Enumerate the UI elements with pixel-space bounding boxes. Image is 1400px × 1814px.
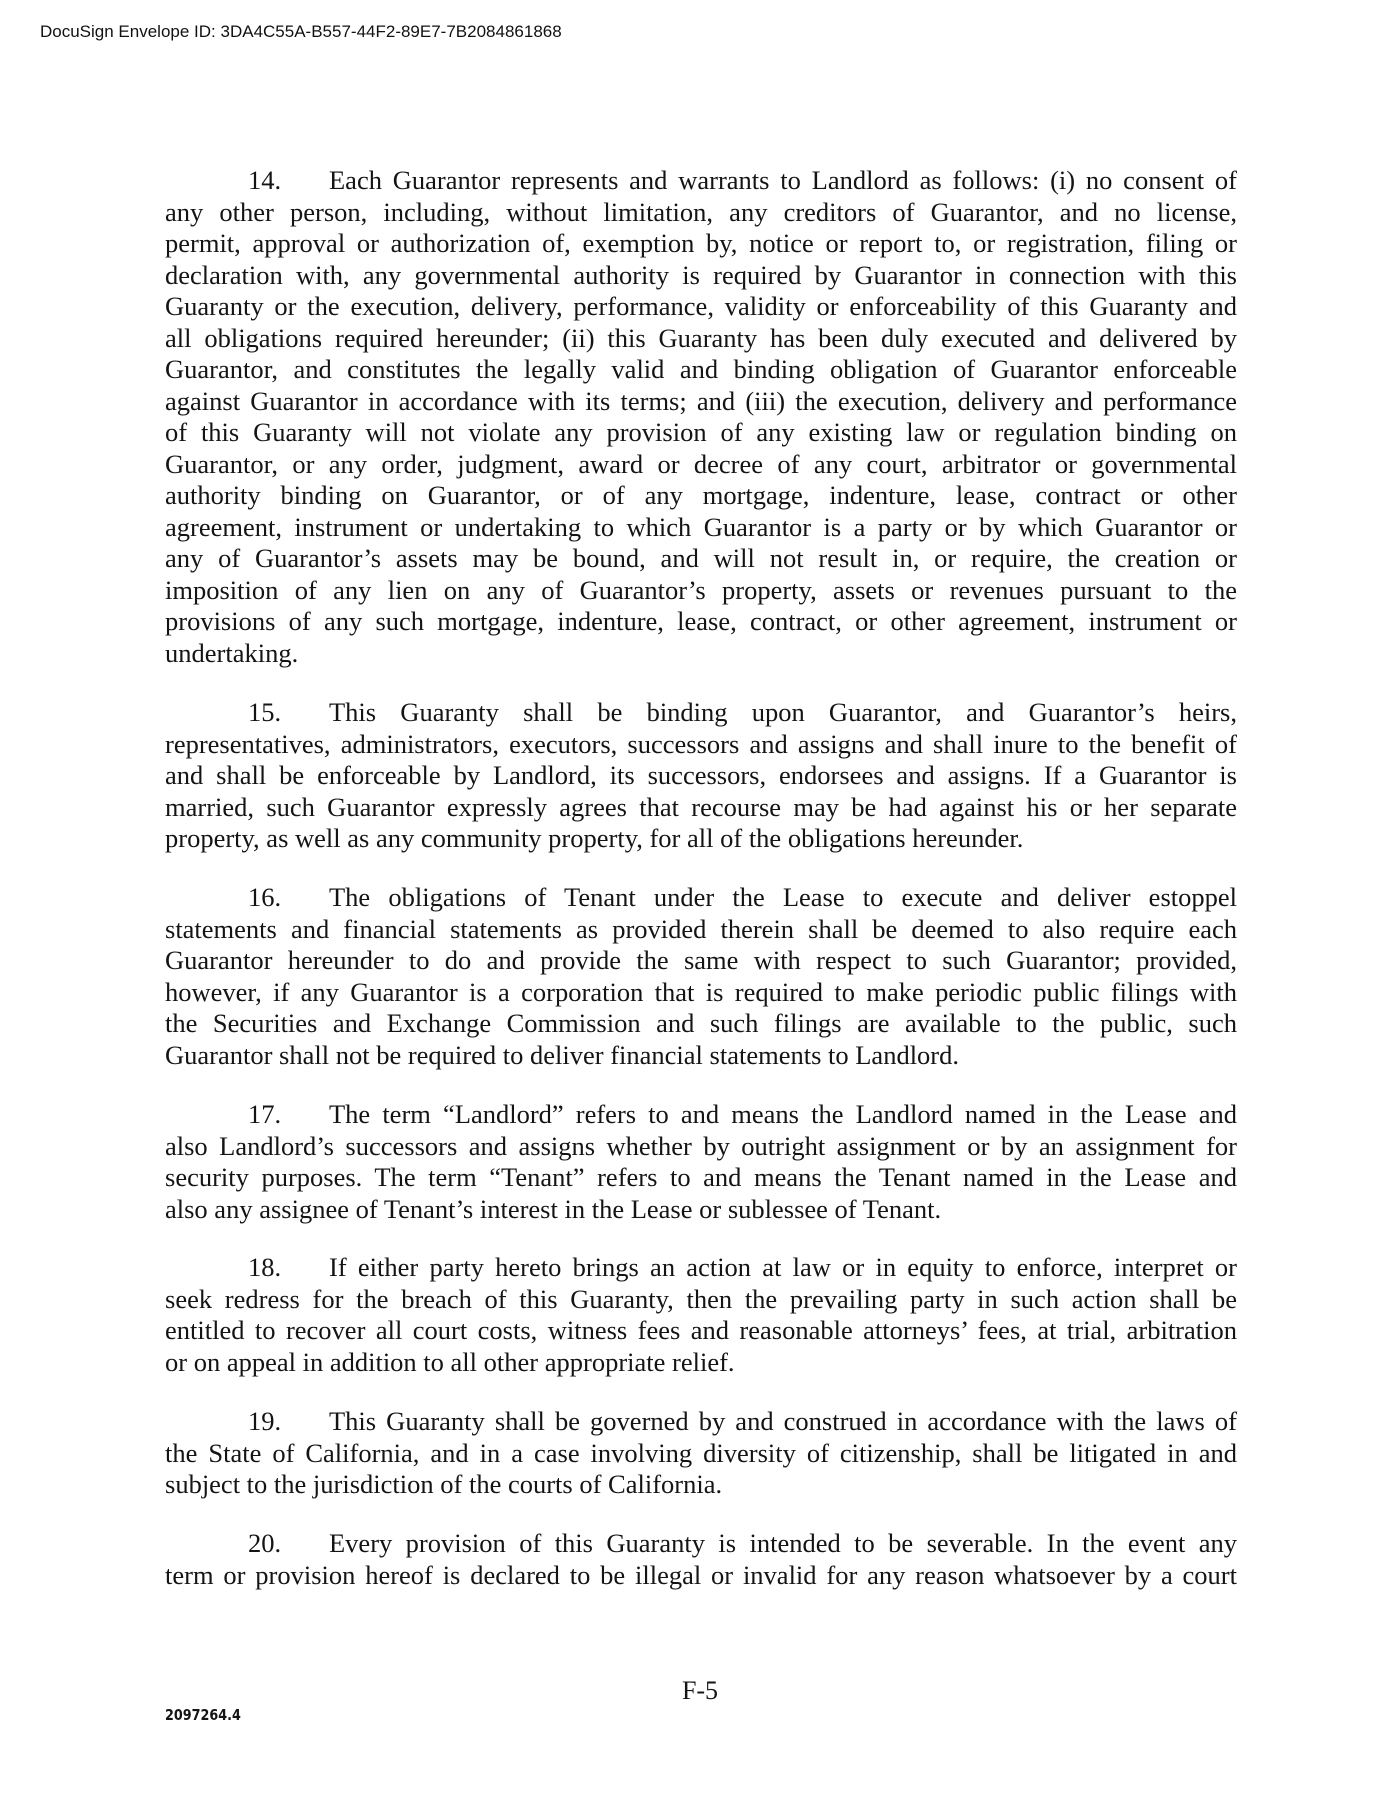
paragraph-line: also Landlord’s successors and assigns whether by outright assignment or by an assignment for xyxy=(165,1130,1237,1161)
paragraph-line: also any assignee of Tenant’s interest in the Lease or sublessee of Tenant. xyxy=(165,1193,942,1224)
document-number: 2097264.4 xyxy=(165,1706,241,1724)
paragraph-line: permit, approval or authorization of, exemption by, notice or report to, or registration, filing or xyxy=(165,228,1237,258)
paragraph-line: married, such Guarantor expressly agrees that recourse may be had against his or her separate xyxy=(165,791,1237,822)
paragraph-line: 17. The term “Landlord” refers to and means the Landlord named in the Lease and xyxy=(248,1099,1237,1129)
paragraph-line: all obligations required hereunder; (ii) this Guaranty has been duly executed and delivered by xyxy=(165,322,1237,353)
paragraph-18 xyxy=(165,1252,1237,1378)
paragraph-line: term or provision hereof is declared to be illegal or invalid for any reason whatsoever by a court xyxy=(165,1559,1237,1590)
paragraph-line: property, as well as any community property, for all of the obligations hereunder. xyxy=(165,823,1024,853)
paragraph-line: 18. If either party hereto brings an action at law or in equity to enforce, interpret or xyxy=(248,1252,1237,1282)
paragraph-line: declaration with, any governmental authority is required by Guarantor in connection with this xyxy=(165,259,1237,290)
paragraph-15 xyxy=(165,697,1237,855)
paragraph-line: 15. This Guaranty shall be binding upon Guarantor, and Guarantor’s heirs, xyxy=(248,697,1237,727)
paragraph-line: representatives, administrators, executors, successors and assigns and shall inure to the benefit of xyxy=(165,728,1237,759)
paragraph-number: 16. xyxy=(248,882,282,912)
paragraph-number: 18. xyxy=(248,1252,282,1282)
paragraph-line: statements and financial statements as provided therein shall be deemed to also require each xyxy=(165,913,1237,944)
paragraph-14 xyxy=(165,165,1237,669)
paragraph-line: security purposes. The term “Tenant” refers to and means the Tenant named in the Lease and xyxy=(165,1162,1237,1192)
paragraph-line: subject to the jurisdiction of the courts of California. xyxy=(165,1469,723,1499)
paragraph-line: provisions of any such mortgage, indenture, lease, contract, or other agreement, instrument or xyxy=(165,606,1237,636)
paragraph-20 xyxy=(165,1528,1237,1591)
paragraph-line: any other person, including, without limitation, any creditors of Guarantor, and no license, xyxy=(165,196,1237,227)
paragraph-line: 16. The obligations of Tenant under the Lease to execute and deliver estoppel xyxy=(248,882,1237,912)
paragraph-line: 14. Each Guarantor represents and warrants to Landlord as follows: (i) no consent of xyxy=(248,165,1237,195)
docusign-envelope-header: DocuSign Envelope ID: 3DA4C55A-B557-44F2-89E7-7B2084861868 xyxy=(40,22,562,41)
paragraph-number: 17. xyxy=(248,1099,282,1129)
paragraph-line: against Guarantor in accordance with its terms; and (iii) the execution, delivery and performance xyxy=(165,385,1237,416)
paragraph-line: Guarantor shall not be required to deliver financial statements to Landlord. xyxy=(165,1039,960,1070)
paragraph-16 xyxy=(165,882,1237,1071)
paragraph-line: of this Guaranty will not violate any provision of any existing law or regulation binding on xyxy=(165,417,1237,447)
paragraph-line: Guarantor, or any order, judgment, award or decree of any court, arbitrator or governmental xyxy=(165,448,1237,479)
paragraph-line: the Securities and Exchange Commission and such filings are available to the public, such xyxy=(165,1008,1237,1038)
paragraph-line: however, if any Guarantor is a corporation that is required to make periodic public filings with xyxy=(165,976,1237,1007)
paragraph-number: 14. xyxy=(248,165,282,195)
paragraph-line: undertaking. xyxy=(165,637,299,668)
paragraph-number: 15. xyxy=(248,697,282,727)
paragraph-line: 20. Every provision of this Guaranty is intended to be severable. In the event any xyxy=(248,1528,1237,1558)
paragraph-17 xyxy=(165,1099,1237,1225)
paragraph-line: agreement, instrument or undertaking to which Guarantor is a party or by which Guarantor or xyxy=(165,511,1237,542)
page-number: F-5 xyxy=(681,1676,719,1705)
paragraph-number: 19. xyxy=(248,1406,282,1436)
paragraph-line: Guarantor hereunder to do and provide the same with respect to such Guarantor; provided, xyxy=(165,945,1237,975)
paragraph-line: any of Guarantor’s assets may be bound, and will not result in, or require, the creation or xyxy=(165,543,1237,573)
paragraph-line: Guarantor, and constitutes the legally valid and binding obligation of Guarantor enforceable xyxy=(165,354,1237,384)
paragraph-line: the State of California, and in a case involving diversity of citizenship, shall be litigated in and xyxy=(165,1437,1237,1468)
paragraph-line: and shall be enforceable by Landlord, its successors, endorsees and assigns. If a Guarantor is xyxy=(165,760,1237,790)
paragraph-line: 19. This Guaranty shall be governed by and construed in accordance with the laws of xyxy=(248,1406,1237,1436)
paragraph-line: imposition of any lien on any of Guarantor’s property, assets or revenues pursuant to the xyxy=(165,574,1237,605)
paragraph-line: authority binding on Guarantor, or of any mortgage, indenture, lease, contract or other xyxy=(165,480,1237,510)
paragraph-19 xyxy=(165,1406,1237,1501)
paragraph-line: or on appeal in addition to all other appropriate relief. xyxy=(165,1346,735,1377)
paragraph-line: seek redress for the breach of this Guaranty, then the prevailing party in such action shall be xyxy=(165,1283,1237,1314)
paragraph-number: 20. xyxy=(248,1528,282,1558)
paragraph-line: entitled to recover all court costs, witness fees and reasonable attorneys’ fees, at trial, arbitration xyxy=(165,1315,1237,1345)
paragraph-line: Guaranty or the execution, delivery, performance, validity or enforceability of this Guaranty and xyxy=(165,291,1237,321)
